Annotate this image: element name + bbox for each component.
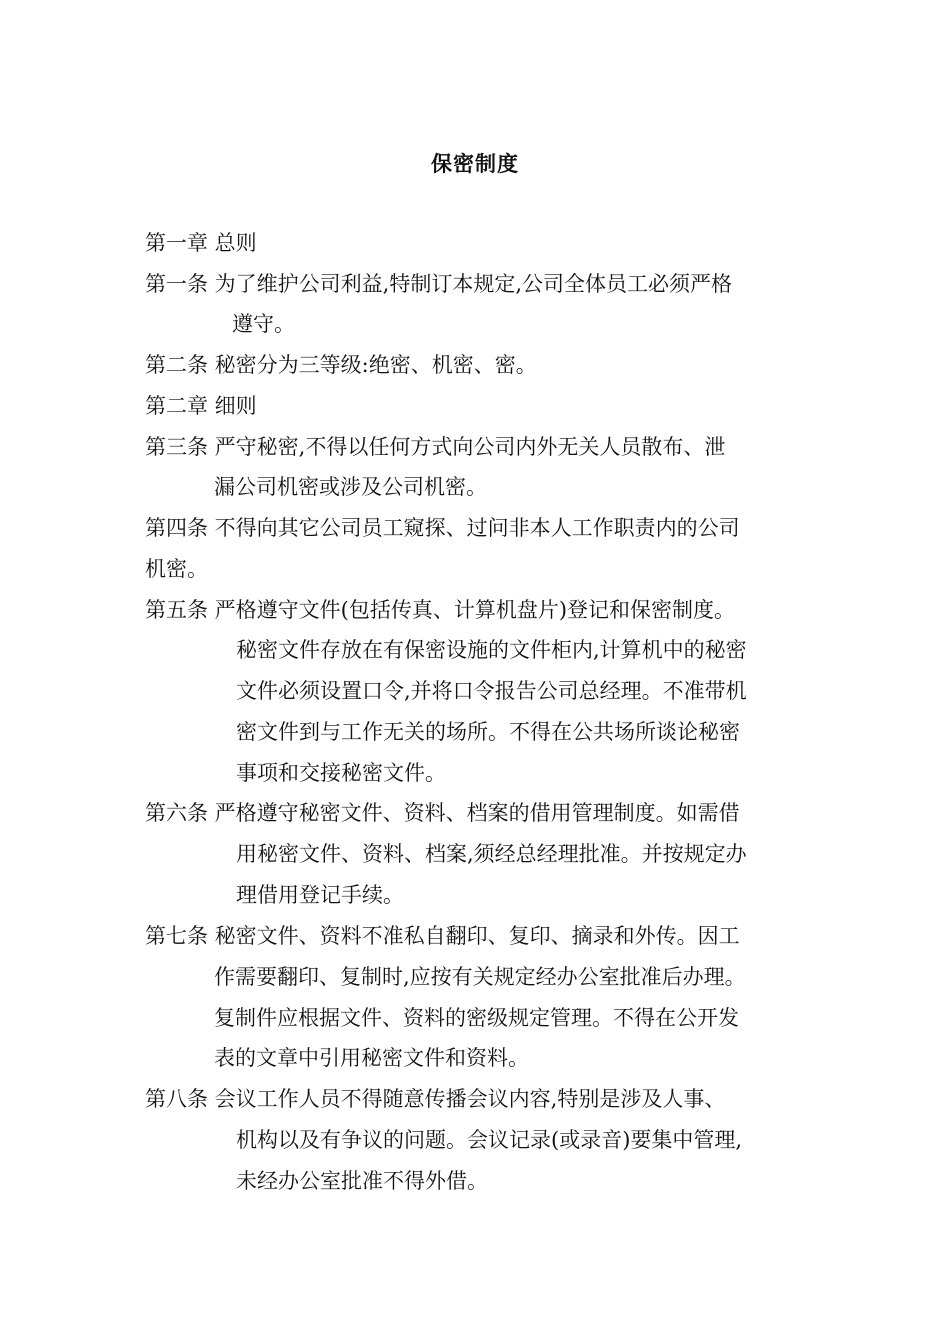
article-3-line-2: 漏公司机密或涉及公司机密。	[214, 475, 487, 499]
article-6-line-3: 理借用登记手续。	[236, 883, 404, 907]
article-5-line-3: 文件必须设置口令,并将口令报告公司总经理。不准带机	[236, 679, 747, 703]
article-8-line-3: 未经办公室批准不得外借。	[236, 1169, 488, 1193]
article-1-line-2: 遵守。	[232, 312, 295, 336]
article-7-line-2: 作需要翻印、复制时,应按有关规定经办公室批准后办理。	[214, 965, 746, 989]
article-2-line-1: 第二条 秘密分为三等级:绝密、机密、密。	[145, 353, 537, 377]
article-8-line-1: 第八条 会议工作人员不得随意传播会议内容,特别是涉及人事、	[145, 1087, 726, 1111]
article-4-line-2: 机密。	[145, 557, 208, 581]
article-4-line-1: 第四条 不得向其它公司员工窥探、过问非本人工作职责内的公司	[145, 516, 740, 540]
article-5-line-2: 秘密文件存放在有保密设施的文件柜内,计算机中的秘密	[236, 638, 747, 662]
document-title: 保密制度	[431, 152, 519, 176]
chapter-2-heading: 第二章 细则	[145, 394, 257, 418]
article-7-line-4: 表的文章中引用秘密文件和资料。	[214, 1046, 529, 1070]
article-7-line-3: 复制件应根据文件、资料的密级规定管理。不得在公开发	[214, 1006, 739, 1030]
article-3-line-1: 第三条 严守秘密,不得以任何方式向公司内外无关人员散布、泄	[145, 435, 726, 459]
article-6-line-2: 用秘密文件、资料、档案,须经总经理批准。并按规定办	[236, 842, 747, 866]
article-5-line-5: 事项和交接秘密文件。	[236, 761, 446, 785]
chapter-1-heading: 第一章 总则	[145, 231, 257, 255]
article-1-line-1: 第一条 为了维护公司利益,特制订本规定,公司全体员工必须严格	[145, 272, 733, 296]
article-8-line-2: 机构以及有争议的问题。会议记录(或录音)要集中管理,	[236, 1128, 743, 1152]
article-5-line-4: 密文件到与工作无关的场所。不得在公共场所谈论秘密	[236, 720, 740, 744]
article-7-line-1: 第七条 秘密文件、资料不准私自翻印、复印、摘录和外传。因工	[145, 924, 740, 948]
article-6-line-1: 第六条 严格遵守秘密文件、资料、档案的借用管理制度。如需借	[145, 801, 740, 825]
article-5-line-1: 第五条 严格遵守文件(包括传真、计算机盘片)登记和保密制度。	[145, 598, 736, 622]
